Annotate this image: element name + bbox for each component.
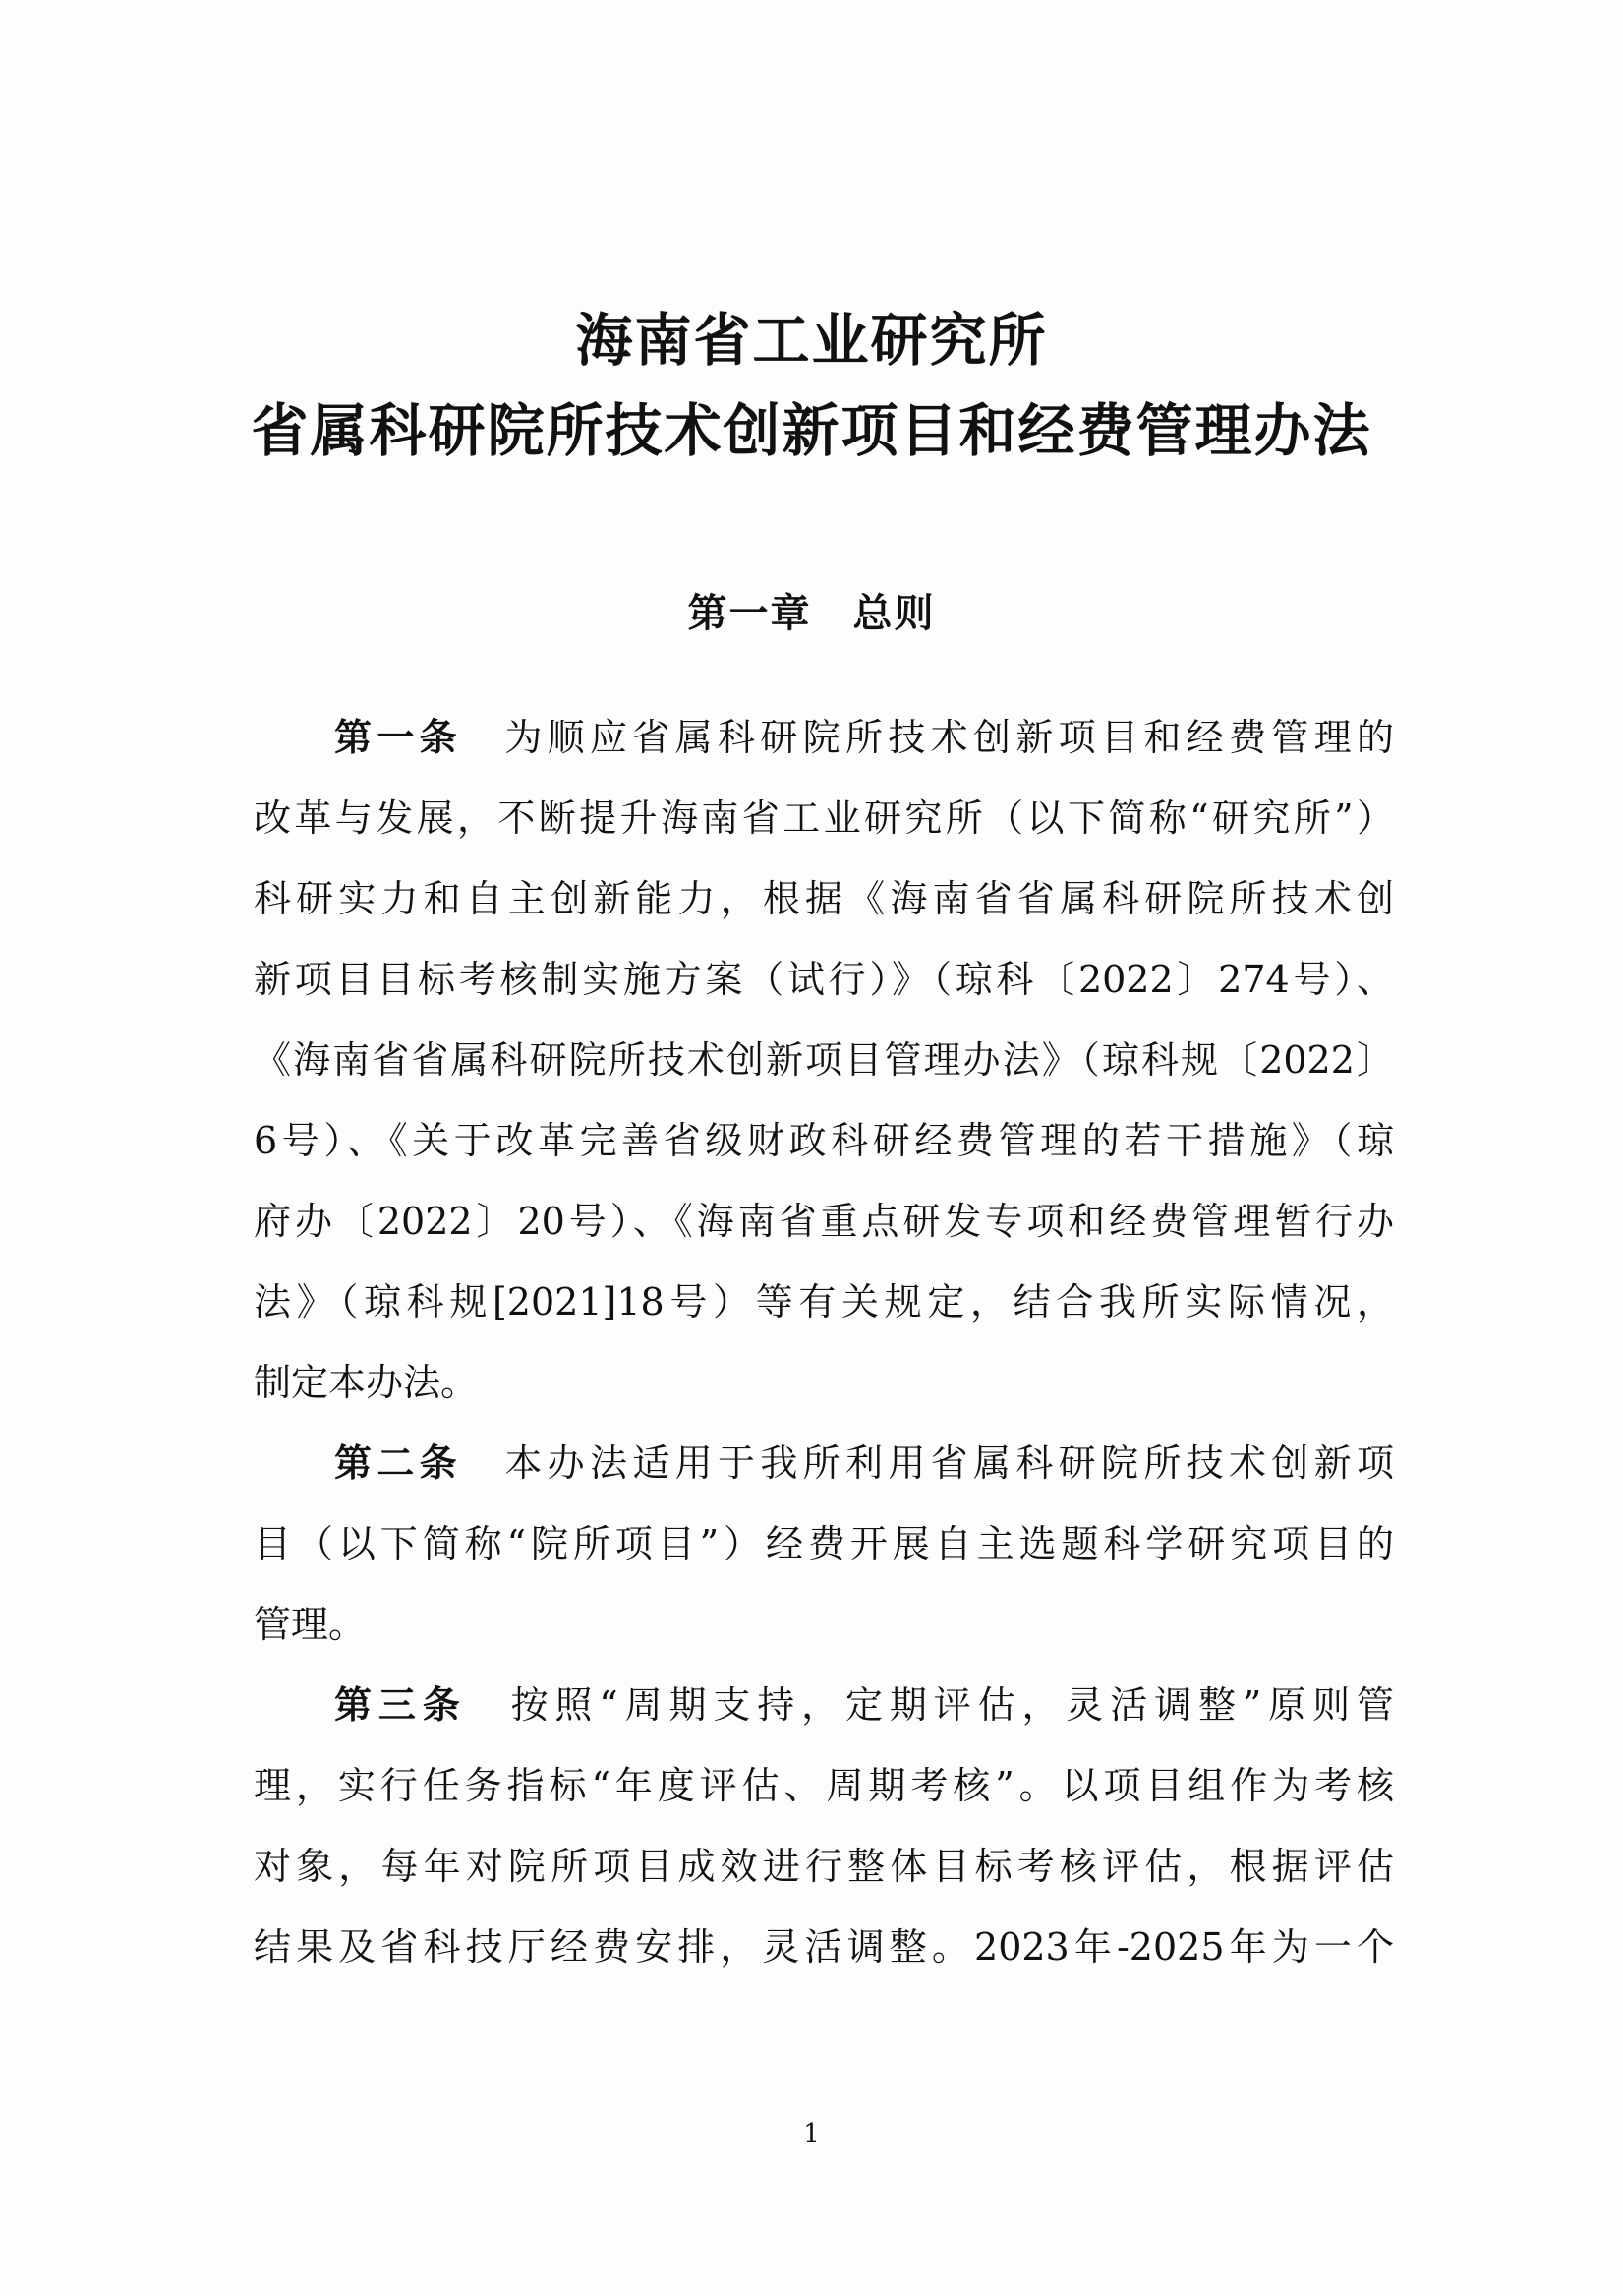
article-1-line: 《海南省省属科研院所技术创新项目管理办法》（琼科规〔2022〕 [254,1038,1394,1082]
article-2-line: 管理。 [254,1603,367,1646]
article-2-line [334,1436,1394,1491]
article-2-label: 第二条 [334,1442,462,1485]
article-3-line: 理，实行任务指标“年度评估、周期考核”。以项目组作为考核 [254,1764,1394,1807]
article-1-line: 6号）、《关于改革完善省级财政科研经费管理的若干措施》（琼 [254,1119,1394,1162]
chapter-heading: 第一章 总则 [687,591,936,636]
article-2-text: 本办法适用于我所利用省属科研院所技术创新项 [504,1442,1394,1485]
article-2-line: 目（以下简称“院所项目”）经费开展自主选题科学研究项目的 [254,1522,1394,1565]
article-1-label: 第一条 [334,716,462,759]
article-3-line: 结果及省科技厅经费安排，灵活调整。2023年-2025年为一个 [254,1925,1394,1969]
article-1-line: 新项目目标考核制实施方案（试行）》（琼科〔2022〕274号）、 [254,958,1394,1001]
article-1-line [334,710,1394,765]
document-title-line-2: 省属科研院所技术创新项目和经费管理办法 [251,397,1372,464]
article-3-line: 对象，每年对院所项目成效进行整体目标考核评估，根据评估 [254,1845,1394,1888]
document-title-line-1: 海南省工业研究所 [575,307,1048,374]
article-1-line: 府办〔2022〕20号）、《海南省重点研发专项和经费管理暂行办 [254,1200,1394,1243]
article-1-line: 制定本办法。 [254,1361,479,1404]
article-3-text: 按照“周期支持，定期评估，灵活调整”原则管 [510,1683,1394,1727]
article-1-text: 为顺应省属科研院所技术创新项目和经费管理的 [504,716,1394,759]
article-1-line: 法》（琼科规[2021]18号）等有关规定，结合我所实际情况， [254,1280,1394,1324]
article-1-line: 科研实力和自主创新能力，根据《海南省省属科研院所技术创 [254,877,1394,920]
article-3-label: 第三条 [334,1683,467,1727]
article-3-line [334,1678,1394,1733]
article-1-line: 改革与发展，不断提升海南省工业研究所（以下简称“研究所”） [254,796,1394,840]
page-number: 1 [803,2119,820,2149]
